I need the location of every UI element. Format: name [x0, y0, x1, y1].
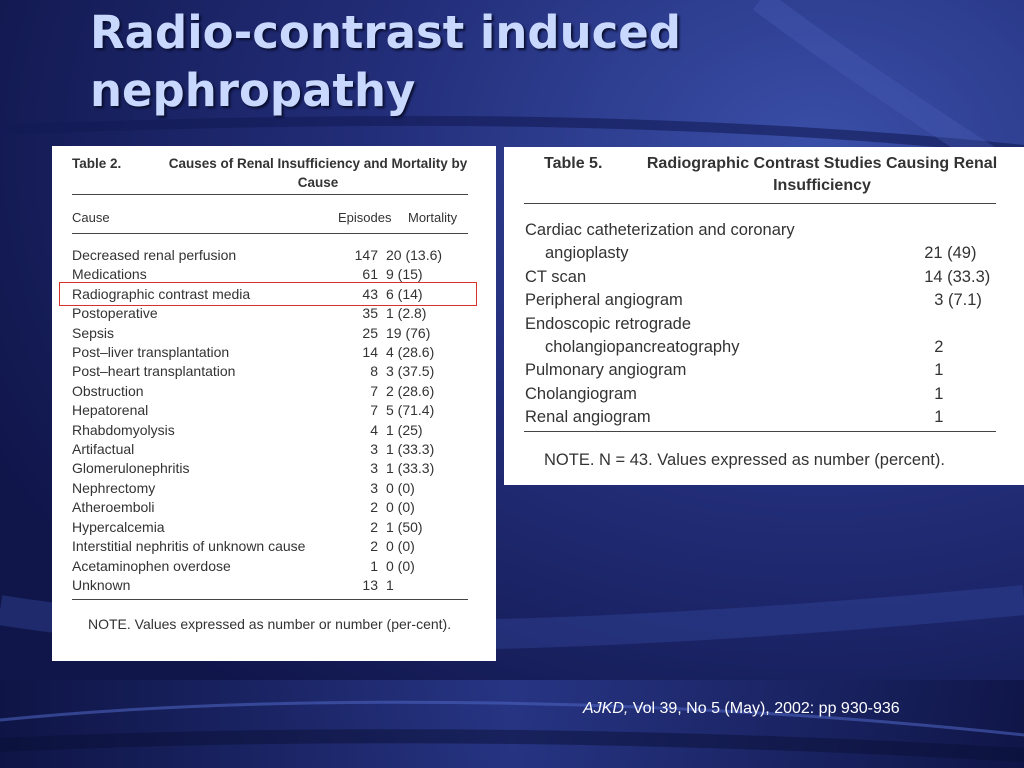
slide-title [90, 4, 681, 120]
table-2-panel [52, 146, 496, 661]
cell-mortality: 6 (14) [386, 285, 423, 302]
table-5-label: Table 5. [544, 155, 603, 172]
cell-episodes: 2 [370, 499, 378, 516]
cell-episodes: 13 [362, 576, 378, 593]
cell-mortality: 1 (50) [386, 518, 423, 535]
table-row [525, 406, 1024, 429]
table-row [72, 518, 484, 537]
cell-mortality: 1 (25) [386, 421, 423, 438]
cell-mortality: 2 (28.6) [386, 382, 435, 399]
table-2-header-rule [72, 233, 468, 234]
cell-count [924, 219, 1024, 242]
title-line-2: nephropathy [90, 64, 416, 117]
table-row [72, 362, 484, 381]
cell-mortality: 3 (37.5) [386, 363, 435, 380]
cell-mortality: 0 (0) [386, 557, 415, 574]
cell-study: Cholangiogram [525, 384, 637, 403]
cell-study: CT scan [525, 267, 587, 286]
cell-mortality: 5 (71.4) [386, 402, 435, 419]
cell-cause: Sepsis [72, 324, 115, 341]
cell-mortality: 1 (33.3) [386, 441, 435, 458]
table-row [525, 242, 1024, 265]
cell-cause: Postoperative [72, 305, 158, 322]
cell-study: Pulmonary angiogram [525, 361, 687, 380]
table-5-panel [504, 147, 1024, 485]
cell-count: 1 [934, 361, 944, 380]
table-2-title: Causes of Renal Insufficiency and Mortality by Cause [168, 156, 468, 190]
table-2-note: NOTE. Values expressed as number or number (per-cent). [88, 616, 452, 632]
table-row [72, 246, 484, 265]
cell-cause: Artifactual [72, 441, 135, 458]
cell-study: angioplasty [545, 244, 629, 263]
cell-episodes: 61 [362, 266, 378, 283]
cell-count: 1 [934, 384, 944, 403]
table-row [72, 576, 484, 595]
table-row [72, 498, 484, 517]
cell-mortality: 4 (28.6) [386, 344, 435, 361]
title-line-1: Radio-contrast induced [90, 6, 682, 59]
cell-episodes: 147 [354, 247, 378, 263]
cell-cause: Hypercalcemia [72, 518, 165, 535]
cell-episodes: 14 [362, 344, 378, 361]
table-row [72, 421, 484, 440]
cell-count: 14 (33.3) [924, 267, 991, 286]
table-row [525, 313, 1024, 336]
cell-episodes: 8 [370, 363, 378, 380]
cell-episodes: 7 [370, 382, 378, 399]
cell-study: Cardiac catheterization and coronary [525, 221, 795, 239]
cell-cause: Medications [72, 266, 147, 283]
table-2-header-episodes: Episodes [338, 210, 392, 225]
table-row [525, 289, 1024, 312]
cell-count: 3 (7.1) [934, 291, 982, 310]
cell-cause: Interstitial nephritis of unknown cause [72, 538, 306, 555]
cell-count: 21 (49) [924, 244, 977, 263]
table-row [72, 343, 484, 362]
cell-cause: Post–liver transplantation [72, 344, 230, 361]
cell-count: 2 [934, 338, 944, 357]
cell-episodes: 25 [362, 324, 378, 341]
table-row [72, 401, 484, 420]
table-row [525, 219, 1024, 242]
table-2-bottom-rule [72, 599, 468, 600]
table-row [72, 537, 484, 556]
cell-episodes: 2 [370, 538, 378, 555]
cell-count: 1 [934, 408, 944, 427]
table-5-top-rule [524, 203, 996, 204]
cell-episodes: 1 [370, 557, 378, 574]
cell-cause: Rhabdomyolysis [72, 421, 175, 438]
table-row [72, 440, 484, 459]
cell-mortality: 1 (2.8) [386, 305, 427, 322]
cell-mortality: 20 (13.6) [386, 247, 443, 263]
highlight-box [59, 282, 477, 306]
table-5-bottom-rule [524, 431, 996, 432]
cell-cause: Hepatorenal [72, 402, 149, 419]
cell-mortality: 19 (76) [386, 324, 431, 341]
table-row [72, 459, 484, 478]
cell-cause: Post–heart transplantation [72, 363, 236, 380]
cell-mortality: 1 [386, 576, 394, 593]
table-row [72, 382, 484, 401]
cell-episodes: 3 [370, 479, 378, 496]
cell-cause: Unknown [72, 576, 131, 593]
cell-mortality: 9 (15) [386, 266, 423, 283]
cell-mortality: 0 (0) [386, 479, 415, 496]
citation [583, 700, 900, 718]
table-5-note: NOTE. N = 43. Values expressed as number (percent). [544, 451, 945, 469]
cell-count [924, 313, 1024, 336]
cell-episodes: 4 [370, 421, 378, 438]
table-row [72, 304, 484, 323]
citation-details: Vol 39, No 5 (May), 2002: pp 930-936 [632, 700, 900, 717]
cell-cause: Atheroemboli [72, 499, 155, 516]
table-5-title: Radiographic Contrast Studies Causing Renal Insufficiency [646, 155, 998, 194]
table-row [525, 383, 1024, 406]
table-2-header-cause: Cause [72, 210, 110, 225]
cell-cause: Radiographic contrast media [72, 285, 251, 302]
cell-study: Peripheral angiogram [525, 291, 683, 310]
cell-study: cholangiopancreatography [545, 338, 740, 357]
cell-episodes: 7 [370, 402, 378, 419]
cell-cause: Acetaminophen overdose [72, 557, 231, 574]
table-row [72, 324, 484, 343]
cell-episodes: 3 [370, 460, 378, 477]
cell-episodes: 2 [370, 518, 378, 535]
cell-mortality: 0 (0) [386, 538, 415, 555]
table-row [525, 266, 1024, 289]
table-row [525, 359, 1024, 382]
table-2-label: Table 2. [72, 156, 122, 171]
cell-episodes: 3 [370, 441, 378, 458]
cell-cause: Nephrectomy [72, 479, 156, 496]
table-row [72, 557, 484, 576]
cell-study: Renal angiogram [525, 408, 651, 427]
cell-study: Endoscopic retrograde [525, 314, 692, 333]
cell-mortality: 0 (0) [386, 499, 415, 516]
cell-mortality: 1 (33.3) [386, 460, 435, 477]
cell-episodes: 43 [362, 285, 378, 302]
table-row [72, 479, 484, 498]
citation-journal: AJKD, [583, 700, 629, 717]
table-row [525, 336, 1024, 359]
table-2-header-mortality: Mortality [408, 210, 458, 225]
table-5-body [525, 219, 1024, 430]
cell-cause: Decreased renal perfusion [72, 247, 237, 263]
cell-episodes: 35 [362, 305, 378, 322]
cell-cause: Obstruction [72, 382, 144, 399]
table-2-top-rule [72, 194, 468, 195]
cell-cause: Glomerulonephritis [72, 460, 190, 477]
